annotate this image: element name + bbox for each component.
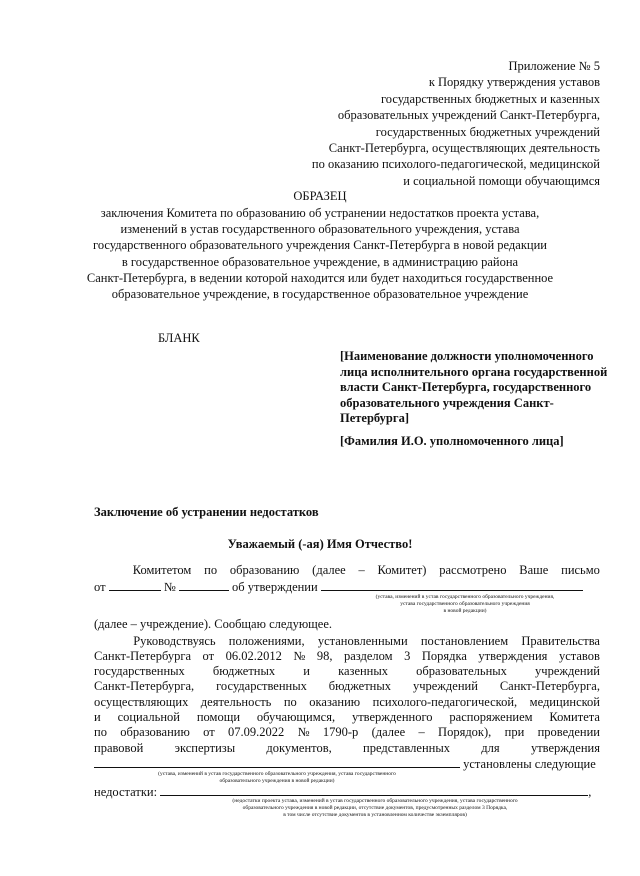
conclusion-heading: Заключение об устранении недостатков [94,505,319,519]
sample-description-line: в государственное образовательное учреждение, в администрацию района [121,254,519,269]
appendix-line: к Порядку утверждения уставов [428,75,600,90]
appendix-line: образовательных учреждений Санкт-Петербурга, [337,108,600,123]
greeting: Уважаемый (-ая) Имя Отчество! [227,537,413,551]
sample-description [40,205,600,302]
field-note: (устава, изменений в устав государственного образовательного учреждения, устава государственного образовательного учреждения в новой редакции) [375,594,555,614]
appendix-line: и социальной помощи обучающимся [403,173,600,188]
body-line: Руководствуясь положениями, установленными постановлением Правительства [133,634,600,648]
deficiencies-field[interactable] [160,784,588,796]
sample-title: ОБРАЗЕЦ [293,189,347,203]
sample-description-line: изменений в устав государственного образовательного учреждения, устава [120,222,520,237]
body-line: недостатки: , [94,785,592,799]
appendix-line: государственных бюджетных учреждений [375,124,600,139]
body-line: государственных бюджетных и казенных образовательных учреждений [94,664,600,678]
body-line: от № об утверждении [94,579,600,596]
document-field[interactable] [94,756,460,768]
body-line: Санкт-Петербурга, государственных бюджетных учреждений Санкт-Петербурга, [94,679,600,693]
sample-description-line: заключения Комитета по образованию об устранении недостатков проекта устава, [100,206,540,220]
number-field[interactable] [179,579,229,591]
addressee-block: [Наименование должности уполномоченного лица исполнительного органа государственной власти Санкт-Петербурга, государственного образовательного учреждения Санкт-Петербурга] [340,349,608,426]
sample-description-line: образовательное учреждение, в государственное образовательное учреждение [111,287,529,302]
signatory-name: [Фамилия И.О. уполномоченного лица] [340,434,564,448]
field-note: (недостатки проекта устава, изменений в устав государственного образовательного учреждения, устава государственного образовательного учреждения в новой редакции, отсутствие документов, предусмотренных разделом 3 Порядка, в том числе отсутствие документов в установленном количестве экземпляров) [232,798,518,818]
field-note: (устава, изменений в устав государственного образовательного учреждения, устава государственного образовательного учреждения в новой редакции) [158,771,396,784]
sample-description-line: государственного образовательного учреждения Санкт-Петербурга в новой редакции [93,238,547,253]
appendix-line: Санкт-Петербурга, осуществляющих деятельность [328,141,600,156]
blank-label: БЛАНК [158,331,200,345]
appendix-header [180,58,600,189]
appendix-line: по оказанию психолого-педагогической, медицинской [311,157,600,172]
body-line: Санкт-Петербурга от 06.02.2012 № 98, разделом 3 Порядка утверждения уставов [94,649,600,663]
body-line: (далее – учреждение). Сообщаю следующее. [94,617,333,631]
body-line: и социальной помощи обучающимся, утвержденного распоряжением Комитета [94,710,600,724]
body-line: правовой экспертизы документов, представленных для утверждения [94,741,600,755]
appendix-line: Приложение № 5 [508,59,600,73]
sample-description-line: Санкт-Петербурга, в ведении которой находится или будет находиться государственное [86,270,554,285]
date-field[interactable] [109,579,161,591]
body-line: по образованию от 07.09.2022 № 1790-р (далее – Порядок), при проведении [94,725,600,739]
body-line: Комитетом по образованию (далее – Комитет) рассмотрено Ваше письмо [132,563,600,577]
body-line: установлены следующие [94,756,600,773]
body-line: осуществляющих деятельность по оказанию психолого-педагогической, медицинской [94,695,600,709]
appendix-line: государственных бюджетных и казенных [380,91,600,106]
subject-field[interactable] [321,579,583,591]
